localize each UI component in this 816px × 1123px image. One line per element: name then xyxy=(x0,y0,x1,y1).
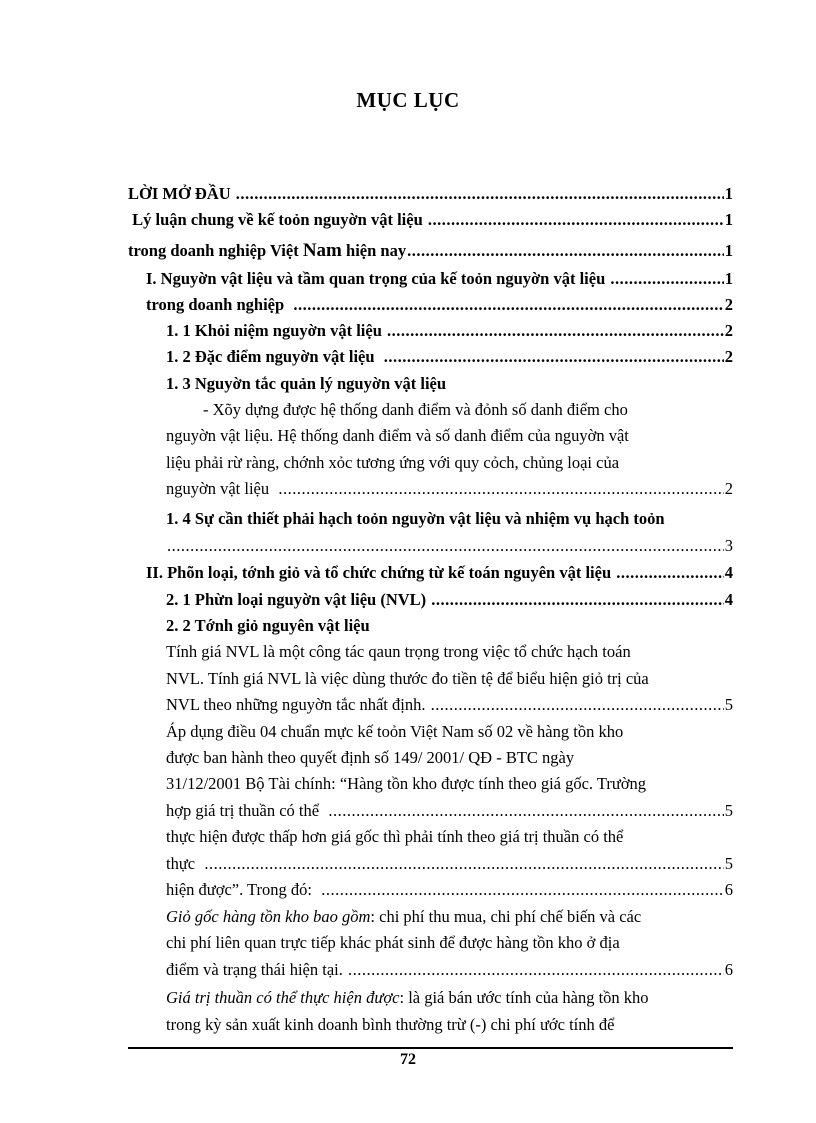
toc-page-number: 2 xyxy=(724,321,733,340)
leader-dots xyxy=(431,587,723,613)
leader-dots xyxy=(384,344,724,370)
italic-term: Giỏ gốc hàng tồn kho bao gồm xyxy=(166,907,371,926)
leader-dots xyxy=(321,877,723,903)
toc-entry-text: thực xyxy=(166,854,204,873)
toc-entry[interactable] xyxy=(166,318,733,344)
toc-entry-text: hiện được”. Trong đó: xyxy=(166,880,321,899)
toc-page-number: 2 xyxy=(724,295,733,314)
toc-entry[interactable] xyxy=(166,476,733,502)
toc-entry-text: Lý luận chung về kế toỏn nguyờn vật liệu xyxy=(128,210,427,229)
toc-heading[interactable]: 1. 4 Sự cần thiết phải hạch toỏn nguyờn vật liệu và nhiệm vụ hạch toỏn xyxy=(166,509,665,528)
toc-entry-text: 2. 1 Phừn loại nguyờn vật liệu (NVL) xyxy=(166,590,431,609)
toc-page-number: 3 xyxy=(724,536,733,555)
leader-dots xyxy=(204,851,723,877)
definition-text: : chi phí thu mua, chi phí chế biến và các xyxy=(370,907,642,926)
toc-heading[interactable]: 1. 3 Nguyờn tắc quản lý nguyờn vật liệu xyxy=(166,374,447,393)
toc-entry-text: NVL theo những nguyờn tắc nhất định. xyxy=(166,695,430,714)
toc-heading[interactable]: 2. 2 Tớnh giỏ nguyên vật liệu xyxy=(166,616,370,635)
toc-page-number: 5 xyxy=(724,854,733,873)
toc-body-text: NVL. Tính giá NVL là việc dùng thước đo tiền tệ để biểu hiện giỏ trị của xyxy=(166,669,649,688)
toc-page-number: 1 xyxy=(724,210,733,229)
toc-entry[interactable] xyxy=(128,181,733,207)
toc-entry[interactable] xyxy=(166,587,733,613)
toc-entry[interactable] xyxy=(166,957,733,983)
toc-entry[interactable] xyxy=(146,266,733,292)
toc-entry-text: 1. 2 Đặc điểm nguyờn vật liệu xyxy=(166,347,383,366)
toc-page-number: 2 xyxy=(724,479,733,498)
toc-entry-text: I. Nguyờn vật liệu và tầm quan trọng của kế toỏn nguyờn vật liệu xyxy=(146,269,610,288)
toc-entry-text: II. Phõn loại, tớnh giỏ và tổ chức chứng từ kế toán nguyên vật liệu xyxy=(146,563,616,582)
leader-dots xyxy=(278,476,723,502)
toc-body-text: nguyờn vật liệu. Hệ thống danh điểm và số danh điểm của nguyờn vật xyxy=(166,426,629,445)
toc-entry-text: LỜI MỞ ĐẦU xyxy=(128,184,235,203)
toc-page-number: 6 xyxy=(724,960,733,979)
toc-body-text: thực hiện được thấp hơn giá gốc thì phải tính theo giá trị thuần có thể xyxy=(166,827,624,846)
toc-page-number: 4 xyxy=(724,590,733,609)
toc-entry[interactable] xyxy=(166,344,733,370)
toc-body-text: được ban hành theo quyết định số 149/ 2001/ QĐ - BTC ngày xyxy=(166,748,575,767)
toc-page-number: 1 xyxy=(724,241,733,260)
leader-dots xyxy=(610,266,723,292)
text-part: hiện nay xyxy=(341,241,407,260)
toc-body-text: Tính giá NVL là một công tác qaun trọng trong việc tổ chức hạch toán xyxy=(166,642,631,661)
toc-body-text: Áp dụng điều 04 chuẩn mực kế toỏn Việt Nam số 02 về hàng tồn kho xyxy=(166,722,624,741)
toc-body-text: chi phí liên quan trực tiếp khác phát sinh để được hàng tồn kho ở địa xyxy=(166,933,620,952)
toc-entry-text: điểm và trạng thái hiện tại. xyxy=(166,960,347,979)
toc-body-text xyxy=(166,904,641,930)
toc-page-number: 1 xyxy=(724,184,733,203)
toc-entry[interactable] xyxy=(166,851,733,877)
leader-dots xyxy=(293,292,723,318)
leader-dots xyxy=(407,238,724,264)
leader-dots xyxy=(387,318,724,344)
text-part-large: Nam xyxy=(302,240,342,261)
page-number: 72 xyxy=(400,1051,416,1068)
toc-entry[interactable] xyxy=(166,533,733,559)
leader-dots xyxy=(328,798,723,824)
toc-entry-text xyxy=(128,238,406,264)
toc-page-number: 6 xyxy=(724,880,733,899)
italic-term: Giá trị thuần có thể thực hiện được xyxy=(166,988,400,1007)
toc-entry-text: nguyờn vật liệu xyxy=(166,479,278,498)
toc-entry[interactable] xyxy=(166,798,733,824)
toc-body-text: trong kỳ sản xuất kinh doanh bình thường trừ (-) chi phí ước tính để xyxy=(166,1015,615,1034)
leader-dots xyxy=(236,181,724,207)
page-title: MỤC LỤC xyxy=(356,88,460,112)
footer-rule xyxy=(128,1047,733,1049)
toc-page-number: 1 xyxy=(724,269,733,288)
toc-entry-text: trong doanh nghiệp xyxy=(146,295,293,314)
leader-dots xyxy=(167,533,724,559)
leader-dots xyxy=(431,692,724,718)
toc-page-number: 5 xyxy=(724,695,733,714)
toc-entry[interactable] xyxy=(146,292,733,318)
toc-page-number: 4 xyxy=(724,563,733,582)
toc-entry[interactable] xyxy=(166,877,733,903)
toc-page-number: 5 xyxy=(724,801,733,820)
toc-body-text xyxy=(166,985,649,1011)
text-part: trong doanh nghiệp Việt xyxy=(128,241,303,260)
toc-entry[interactable] xyxy=(146,560,733,586)
toc-body-text: 31/12/2001 Bộ Tài chính: “Hàng tồn kho được tính theo giá gốc. Trường xyxy=(166,774,647,793)
leader-dots xyxy=(428,207,724,233)
toc-entry[interactable] xyxy=(128,207,733,233)
toc-entry[interactable] xyxy=(166,692,733,718)
toc-entry-text: 1. 1 Khỏi niệm nguyờn vật liệu xyxy=(166,321,387,340)
definition-text: : là giá bán ước tính của hàng tồn kho xyxy=(399,988,649,1007)
toc-body-text: liệu phải rừ ràng, chớnh xỏc tương ứng với quy cỏch, chủng loại của xyxy=(166,453,620,472)
leader-dots xyxy=(616,560,723,586)
toc-page-number: 2 xyxy=(724,347,733,366)
leader-dots xyxy=(348,957,724,983)
toc-body-text: - Xõy dựng được hệ thống danh điểm và đỏnh số danh điểm cho xyxy=(203,400,628,419)
toc-entry[interactable] xyxy=(128,238,733,264)
toc-entry-text: hợp giá trị thuần có thể xyxy=(166,801,328,820)
